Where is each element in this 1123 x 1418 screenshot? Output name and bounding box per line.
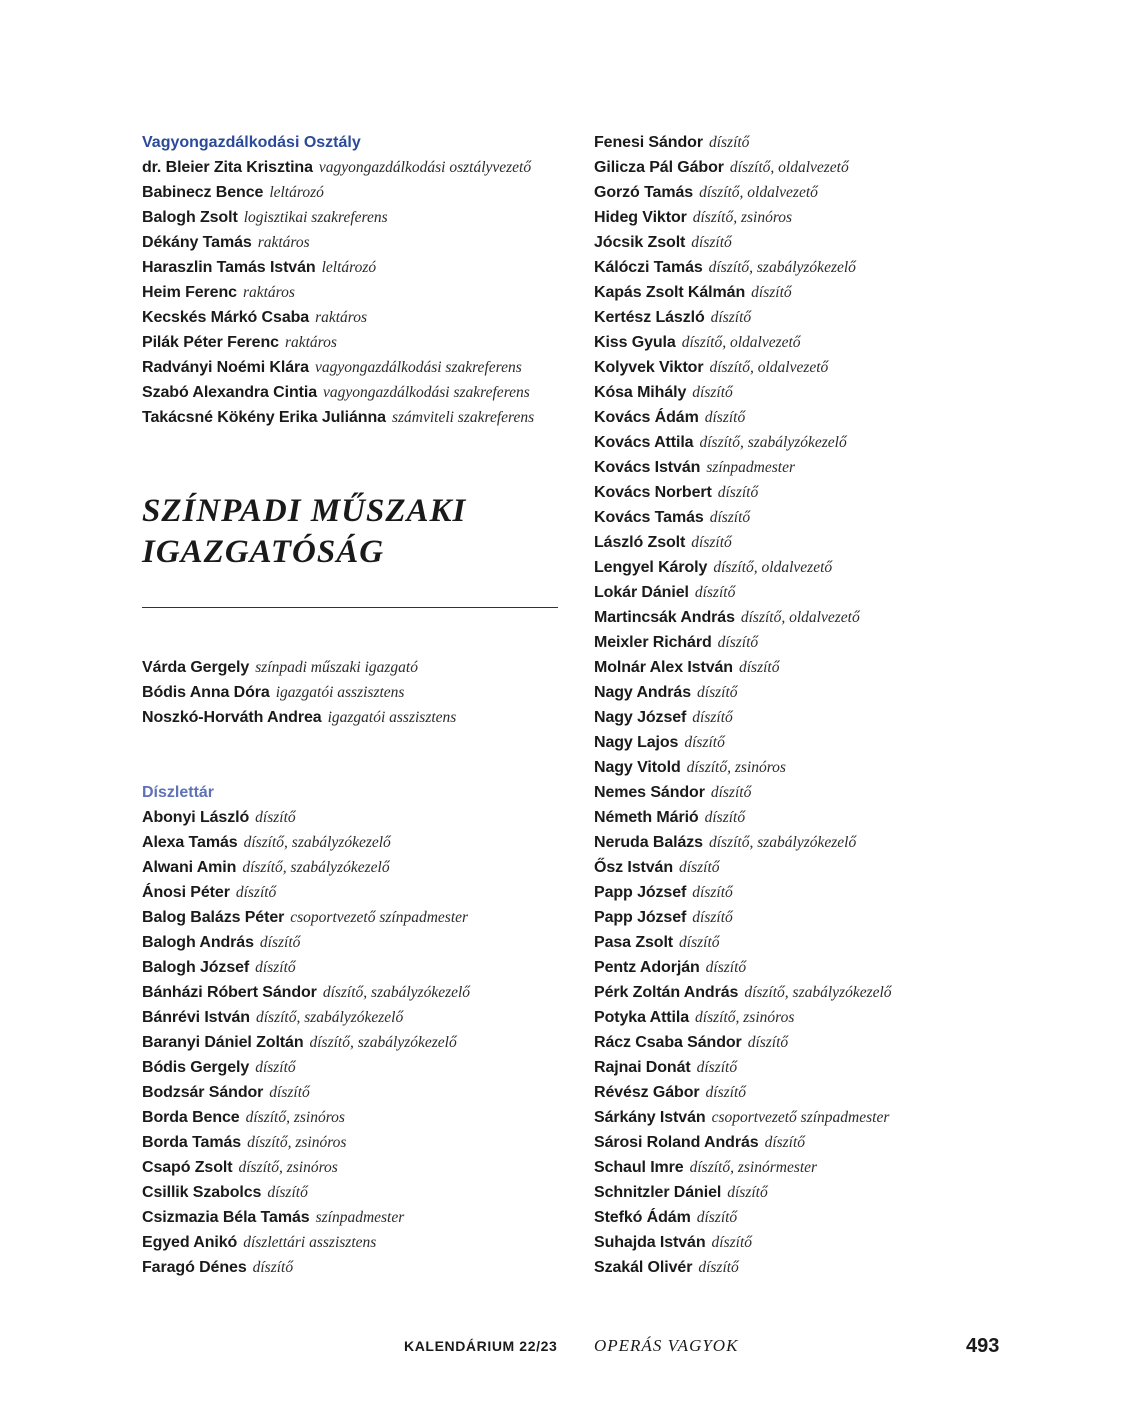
person-role: díszítő bbox=[704, 809, 746, 826]
person-role: díszítő bbox=[691, 534, 732, 551]
person-role: díszítő, szabályzókezelő bbox=[708, 834, 857, 851]
person-role: díszítő bbox=[255, 1059, 296, 1076]
person-role: díszlettári asszisztens bbox=[243, 1234, 377, 1251]
vagyongazdalkodasi-heading: Vagyongazdálkodási Osztály bbox=[142, 134, 361, 151]
person-role: díszítő bbox=[704, 409, 746, 426]
person-row bbox=[142, 180, 562, 205]
person-role: díszítő, szabályzókezelő bbox=[322, 984, 471, 1001]
section-title bbox=[142, 491, 562, 573]
person-name: Nagy Lajos bbox=[594, 734, 679, 751]
person-role: díszítő, oldalvezető bbox=[699, 184, 818, 201]
person-row bbox=[142, 955, 562, 980]
person-row bbox=[594, 205, 1014, 230]
person-row bbox=[142, 1030, 562, 1055]
person-row bbox=[594, 730, 1014, 755]
person-name: Balogh József bbox=[142, 959, 250, 976]
person-name: dr. Bleier Zita Krisztina bbox=[142, 159, 313, 176]
person-row bbox=[594, 605, 1014, 630]
person-role: díszítő bbox=[259, 934, 301, 951]
footer-calendar: KALENDÁRIUM 22/23 bbox=[404, 1338, 558, 1354]
person-name: Kovács István bbox=[594, 459, 701, 476]
person-role: díszítő bbox=[255, 959, 296, 976]
person-row bbox=[594, 430, 1014, 455]
person-row bbox=[594, 755, 1014, 780]
person-role: díszítő, szabályzókezelő bbox=[255, 1009, 404, 1026]
person-role: díszítő bbox=[692, 709, 733, 726]
person-row bbox=[142, 255, 562, 280]
person-name: Lengyel Károly bbox=[594, 559, 708, 576]
person-name: Balogh András bbox=[142, 934, 254, 951]
person-row bbox=[142, 1105, 562, 1130]
person-role: díszítő bbox=[698, 1259, 739, 1276]
person-name: Balog Balázs Péter bbox=[142, 909, 285, 926]
person-row bbox=[594, 230, 1014, 255]
person-row bbox=[142, 1080, 562, 1105]
person-name: Bánházi Róbert Sándor bbox=[142, 984, 317, 1001]
person-role: díszítő bbox=[692, 384, 733, 401]
person-name: Ánosi Péter bbox=[142, 884, 230, 901]
person-row bbox=[594, 280, 1014, 305]
person-row bbox=[594, 680, 1014, 705]
diszlettar-heading: Díszlettár bbox=[142, 784, 215, 801]
person-role: vagyongazdálkodási osztályvezető bbox=[318, 159, 532, 176]
person-row bbox=[594, 705, 1014, 730]
person-role: leltározó bbox=[321, 259, 377, 276]
diszlettar-list-right bbox=[594, 130, 1014, 1280]
person-row bbox=[594, 830, 1014, 855]
person-role: díszítő bbox=[255, 809, 296, 826]
person-name: Hideg Viktor bbox=[594, 209, 687, 226]
person-row bbox=[594, 630, 1014, 655]
person-role: díszítő bbox=[679, 934, 720, 951]
person-role: díszítő bbox=[694, 584, 736, 601]
person-row bbox=[594, 455, 1014, 480]
person-role: díszítő, oldalvezető bbox=[709, 359, 829, 376]
person-role: díszítő, oldalvezető bbox=[681, 334, 801, 351]
person-role: díszítő bbox=[708, 134, 750, 151]
diszlettar-list-left bbox=[142, 805, 562, 1280]
person-name: Alwani Amin bbox=[142, 859, 237, 876]
person-role: csoportvezető színpadmester bbox=[711, 1109, 890, 1126]
person-row bbox=[594, 480, 1014, 505]
person-name: Pilák Péter Ferenc bbox=[142, 334, 279, 351]
person-name: Pérk Zoltán András bbox=[594, 984, 739, 1001]
section-title-line2: IGAZGATÓSÁG bbox=[142, 534, 385, 570]
person-role: díszítő bbox=[764, 1134, 806, 1151]
person-name: Stefkó Ádám bbox=[594, 1209, 691, 1226]
person-name: Kiss Gyula bbox=[594, 334, 676, 351]
person-role: díszítő bbox=[697, 684, 738, 701]
person-row bbox=[594, 655, 1014, 680]
person-role: díszítő, zsinóros bbox=[686, 759, 786, 776]
person-name: Abonyi László bbox=[142, 809, 250, 826]
person-name: Kapás Zsolt Kálmán bbox=[594, 284, 746, 301]
person-role: díszítő bbox=[710, 784, 752, 801]
page-number: 493 bbox=[966, 1335, 1000, 1357]
person-role: igazgatói asszisztens bbox=[327, 709, 457, 726]
person-name: Lokár Dániel bbox=[594, 584, 689, 601]
person-role: díszítő bbox=[747, 1034, 789, 1051]
person-role: díszítő bbox=[717, 634, 759, 651]
person-name: Bódis Gergely bbox=[142, 1059, 250, 1076]
person-row bbox=[594, 380, 1014, 405]
person-name: Haraszlin Tamás István bbox=[142, 259, 316, 276]
person-name: Schaul Imre bbox=[594, 1159, 684, 1176]
person-name: Baranyi Dániel Zoltán bbox=[142, 1034, 304, 1051]
person-name: Sárkány István bbox=[594, 1109, 706, 1126]
person-role: díszítő bbox=[679, 859, 720, 876]
person-row bbox=[142, 705, 562, 730]
person-name: Egyed Anikó bbox=[142, 1234, 238, 1251]
person-role: raktáros bbox=[257, 234, 310, 251]
person-role: díszítő, zsinórmester bbox=[689, 1159, 818, 1176]
person-row bbox=[142, 1005, 562, 1030]
person-name: Kovács Norbert bbox=[594, 484, 712, 501]
person-role: színpadmester bbox=[706, 459, 796, 476]
person-row bbox=[594, 930, 1014, 955]
person-name: Várda Gergely bbox=[142, 659, 250, 676]
person-role: díszítő bbox=[696, 1209, 738, 1226]
footer-tagline: OPERÁS VAGYOK bbox=[594, 1336, 739, 1355]
person-role: díszítő, zsinóros bbox=[245, 1109, 345, 1126]
person-row bbox=[594, 405, 1014, 430]
leadership-list bbox=[142, 655, 562, 730]
person-name: Neruda Balázs bbox=[594, 834, 703, 851]
person-name: Bánrévi István bbox=[142, 1009, 250, 1026]
person-row bbox=[594, 980, 1014, 1005]
person-row bbox=[594, 130, 1014, 155]
person-name: Révész Gábor bbox=[594, 1084, 700, 1101]
section-title-line1: SZÍNPADI MŰSZAKI bbox=[142, 493, 467, 529]
person-name: Nagy András bbox=[594, 684, 692, 701]
person-name: Alexa Tamás bbox=[142, 834, 238, 851]
person-row bbox=[594, 955, 1014, 980]
person-row bbox=[142, 830, 562, 855]
person-name: Csapó Zsolt bbox=[142, 1159, 233, 1176]
person-row bbox=[594, 1105, 1014, 1130]
person-name: Csillik Szabolcs bbox=[142, 1184, 262, 1201]
person-role: díszítő, zsinóros bbox=[238, 1159, 338, 1176]
person-name: Papp József bbox=[594, 909, 687, 926]
person-row bbox=[594, 855, 1014, 880]
person-role: díszítő bbox=[710, 309, 752, 326]
person-row bbox=[142, 855, 562, 880]
person-role: díszítő, oldalvezető bbox=[740, 609, 860, 626]
person-name: Takácsné Kökény Erika Juliánna bbox=[142, 409, 386, 426]
person-name: Nagy Vitold bbox=[594, 759, 681, 776]
person-name: Jócsik Zsolt bbox=[594, 234, 686, 251]
person-row bbox=[142, 930, 562, 955]
person-name: Szabó Alexandra Cintia bbox=[142, 384, 318, 401]
person-name: Borda Bence bbox=[142, 1109, 240, 1126]
person-role: díszítő bbox=[705, 959, 747, 976]
person-name: Kálóczi Tamás bbox=[594, 259, 703, 276]
person-row bbox=[142, 680, 562, 705]
person-role: raktáros bbox=[284, 334, 337, 351]
person-name: Fenesi Sándor bbox=[594, 134, 703, 151]
person-role: díszítő, szabályzókezelő bbox=[242, 859, 390, 876]
person-role: logisztikai szakreferens bbox=[243, 209, 388, 226]
person-name: Ősz István bbox=[594, 859, 674, 876]
person-row bbox=[594, 1080, 1014, 1105]
person-row bbox=[142, 380, 562, 405]
person-row bbox=[594, 155, 1014, 180]
person-role: díszítő, oldalvezető bbox=[729, 159, 849, 176]
person-row bbox=[142, 405, 562, 430]
person-role: színpadi műszaki igazgató bbox=[255, 659, 418, 676]
person-row bbox=[142, 655, 562, 680]
person-role: díszítő bbox=[252, 1259, 294, 1276]
person-row bbox=[594, 255, 1014, 280]
person-role: díszítő bbox=[711, 1234, 753, 1251]
person-role: díszítő bbox=[269, 1084, 310, 1101]
person-name: Nemes Sándor bbox=[594, 784, 705, 801]
person-row bbox=[142, 805, 562, 830]
person-role: csoportvezető színpadmester bbox=[290, 909, 469, 926]
person-role: díszítő, oldalvezető bbox=[713, 559, 833, 576]
person-row bbox=[142, 355, 562, 380]
person-name: Bódis Anna Dóra bbox=[142, 684, 270, 701]
person-row bbox=[594, 355, 1014, 380]
person-row bbox=[594, 180, 1014, 205]
person-row bbox=[142, 1180, 562, 1205]
person-name: Kovács Tamás bbox=[594, 509, 704, 526]
person-row bbox=[142, 1155, 562, 1180]
person-role: díszítő, szabályzókezelő bbox=[708, 259, 856, 276]
person-row bbox=[594, 1230, 1014, 1255]
person-role: vagyongazdálkodási szakreferens bbox=[323, 384, 530, 401]
person-role: díszítő, szabályzókezelő bbox=[243, 834, 391, 851]
person-name: Schnitzler Dániel bbox=[594, 1184, 722, 1201]
person-role: díszítő, szabályzókezelő bbox=[309, 1034, 457, 1051]
person-name: László Zsolt bbox=[594, 534, 686, 551]
person-name: Nagy József bbox=[594, 709, 687, 726]
person-row bbox=[594, 1205, 1014, 1230]
person-role: díszítő bbox=[684, 734, 725, 751]
person-role: díszítő bbox=[692, 909, 733, 926]
person-role: díszítő bbox=[727, 1184, 768, 1201]
person-name: Pasa Zsolt bbox=[594, 934, 674, 951]
person-name: Bodzsár Sándor bbox=[142, 1084, 264, 1101]
person-row bbox=[594, 1005, 1014, 1030]
person-role: díszítő bbox=[696, 1059, 738, 1076]
person-name: Meixler Richárd bbox=[594, 634, 712, 651]
person-role: vagyongazdálkodási szakreferens bbox=[314, 359, 522, 376]
person-name: Borda Tamás bbox=[142, 1134, 242, 1151]
person-name: Molnár Alex István bbox=[594, 659, 733, 676]
person-row bbox=[142, 1055, 562, 1080]
person-name: Németh Márió bbox=[594, 809, 699, 826]
person-name: Faragó Dénes bbox=[142, 1259, 247, 1276]
person-name: Kolyvek Viktor bbox=[594, 359, 704, 376]
person-name: Martincsák András bbox=[594, 609, 735, 626]
person-name: Kecskés Márkó Csaba bbox=[142, 309, 310, 326]
person-name: Sárosi Roland András bbox=[594, 1134, 759, 1151]
person-row bbox=[594, 580, 1014, 605]
person-row bbox=[594, 1030, 1014, 1055]
person-row bbox=[142, 280, 562, 305]
person-name: Csizmazia Béla Tamás bbox=[142, 1209, 310, 1226]
person-row bbox=[142, 980, 562, 1005]
person-role: díszítő bbox=[692, 884, 733, 901]
person-name: Suhajda István bbox=[594, 1234, 706, 1251]
person-row bbox=[142, 305, 562, 330]
person-role: díszítő bbox=[709, 509, 751, 526]
person-role: díszítő, szabályzókezelő bbox=[744, 984, 892, 1001]
person-role: díszítő bbox=[691, 234, 732, 251]
person-row bbox=[594, 305, 1014, 330]
person-row bbox=[594, 1255, 1014, 1280]
person-name: Potyka Attila bbox=[594, 1009, 690, 1026]
person-role: díszítő bbox=[235, 884, 277, 901]
right-column bbox=[594, 130, 1014, 1280]
person-role: raktáros bbox=[315, 309, 368, 326]
person-row bbox=[142, 1255, 562, 1280]
person-row bbox=[594, 805, 1014, 830]
person-name: Kósa Mihály bbox=[594, 384, 687, 401]
person-row bbox=[142, 880, 562, 905]
person-role: díszítő bbox=[705, 1084, 746, 1101]
person-name: Gorzó Tamás bbox=[594, 184, 694, 201]
person-row bbox=[594, 880, 1014, 905]
person-row bbox=[142, 905, 562, 930]
person-row bbox=[142, 1230, 562, 1255]
person-name: Rajnai Donát bbox=[594, 1059, 691, 1076]
person-row bbox=[594, 530, 1014, 555]
person-row bbox=[594, 1055, 1014, 1080]
person-role: igazgatói asszisztens bbox=[275, 684, 405, 701]
person-role: leltározó bbox=[269, 184, 324, 201]
person-row bbox=[594, 505, 1014, 530]
person-name: Heim Ferenc bbox=[142, 284, 237, 301]
person-name: Gilicza Pál Gábor bbox=[594, 159, 724, 176]
person-name: Szakál Olivér bbox=[594, 1259, 693, 1276]
person-role: díszítő bbox=[717, 484, 759, 501]
person-row bbox=[142, 1130, 562, 1155]
vagyongazdalkodasi-list bbox=[142, 155, 562, 430]
left-column bbox=[142, 130, 562, 1280]
person-role: díszítő, zsinóros bbox=[247, 1134, 347, 1151]
person-name: Papp József bbox=[594, 884, 687, 901]
person-role: számviteli szakreferens bbox=[391, 409, 535, 426]
person-row bbox=[594, 1180, 1014, 1205]
person-name: Balogh Zsolt bbox=[142, 209, 238, 226]
person-role: díszítő, zsinóros bbox=[695, 1009, 795, 1026]
person-row bbox=[594, 555, 1014, 580]
person-name: Rácz Csaba Sándor bbox=[594, 1034, 742, 1051]
person-row bbox=[594, 905, 1014, 930]
person-role: színpadmester bbox=[315, 1209, 405, 1226]
person-row bbox=[142, 1205, 562, 1230]
person-role: díszítő bbox=[738, 659, 780, 676]
person-row bbox=[594, 1130, 1014, 1155]
person-name: Noszkó-Horváth Andrea bbox=[142, 709, 322, 726]
person-role: díszítő, zsinóros bbox=[692, 209, 793, 226]
person-role: díszítő, szabályzókezelő bbox=[699, 434, 847, 451]
person-row bbox=[594, 780, 1014, 805]
person-name: Dékány Tamás bbox=[142, 234, 252, 251]
person-role: díszítő bbox=[267, 1184, 308, 1201]
person-name: Babinecz Bence bbox=[142, 184, 264, 201]
person-row bbox=[594, 1155, 1014, 1180]
person-name: Pentz Adorján bbox=[594, 959, 700, 976]
person-row bbox=[142, 155, 562, 180]
person-row bbox=[142, 330, 562, 355]
person-row bbox=[142, 230, 562, 255]
person-row bbox=[142, 205, 562, 230]
person-name: Radványi Noémi Klára bbox=[142, 359, 309, 376]
person-role: raktáros bbox=[242, 284, 295, 301]
person-role: díszítő bbox=[751, 284, 792, 301]
person-name: Kovács Attila bbox=[594, 434, 694, 451]
person-name: Kertész László bbox=[594, 309, 705, 326]
person-row bbox=[594, 330, 1014, 355]
person-name: Kovács Ádám bbox=[594, 409, 699, 426]
